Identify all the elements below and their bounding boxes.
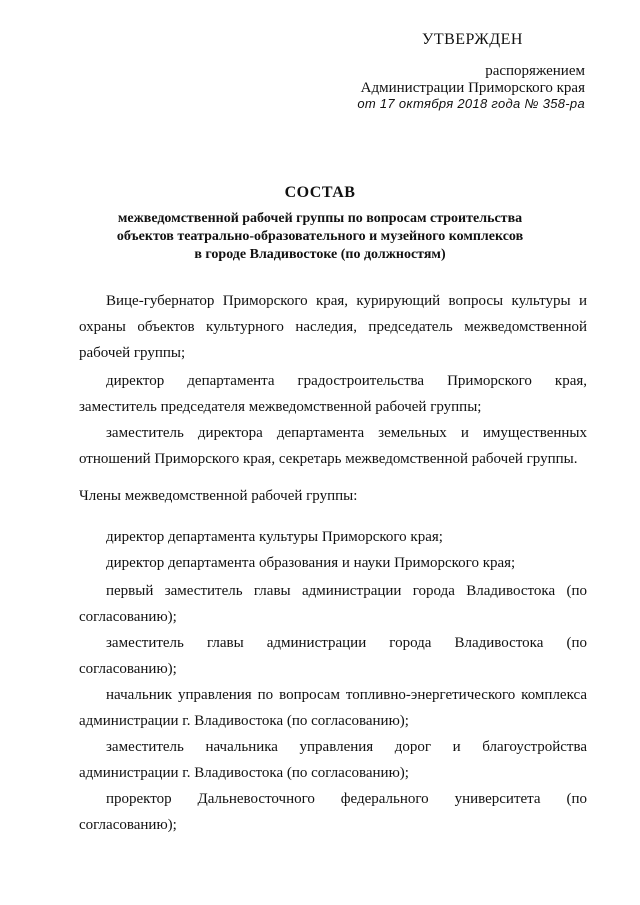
- approved-label: УТВЕРЖДЕН: [422, 31, 523, 48]
- member-item: проректор Дальневосточного федерального университета (по согласованию);: [79, 791, 587, 833]
- administration-label: Администрации Приморского края: [360, 80, 585, 96]
- subtitle-line: в городе Владивостоке (по должностям): [194, 247, 446, 262]
- subtitle-line: объектов театрально-образовательного и музейного комплексов: [116, 229, 524, 244]
- order-label: распоряжением: [485, 63, 585, 79]
- member-item: первый заместитель главы администрации города Владивостока (по согласованию);: [79, 583, 587, 625]
- chairman-paragraph: Вице-губернатор Приморского края, курирующий вопросы культуры и охраны объектов культурного наследия, председатель межведомственной рабочей группы;: [79, 293, 587, 361]
- order-date-number: от 17 октября 2018 года № 358-ра: [357, 96, 585, 111]
- document-title: СОСТАВ: [284, 184, 356, 201]
- deputy-chairman-paragraph: директор департамента градостроительства Приморского края, заместитель председателя межведомственной рабочей группы;: [79, 373, 587, 415]
- member-item: заместитель начальника управления дорог и благоустройства администрации г. Владивостока (по согласованию);: [79, 739, 587, 781]
- member-item: директор департамента культуры Приморского края;: [106, 529, 443, 545]
- member-item: заместитель главы администрации города Владивостока (по согласованию);: [79, 635, 587, 677]
- secretary-paragraph: заместитель директора департамента земельных и имущественных отношений Приморского края, секретарь межведомственной рабочей группы.: [79, 425, 587, 467]
- subtitle-line: межведомственной рабочей группы по вопросам строительства: [117, 211, 523, 226]
- members-label: Члены межведомственной рабочей группы:: [79, 488, 358, 504]
- member-item: директор департамента образования и науки Приморского края;: [106, 555, 516, 571]
- member-item: начальник управления по вопросам топливно-энергетического комплекса администрации г. Владивостока (по согласованию);: [79, 687, 587, 729]
- document-subtitle: [0, 210, 640, 264]
